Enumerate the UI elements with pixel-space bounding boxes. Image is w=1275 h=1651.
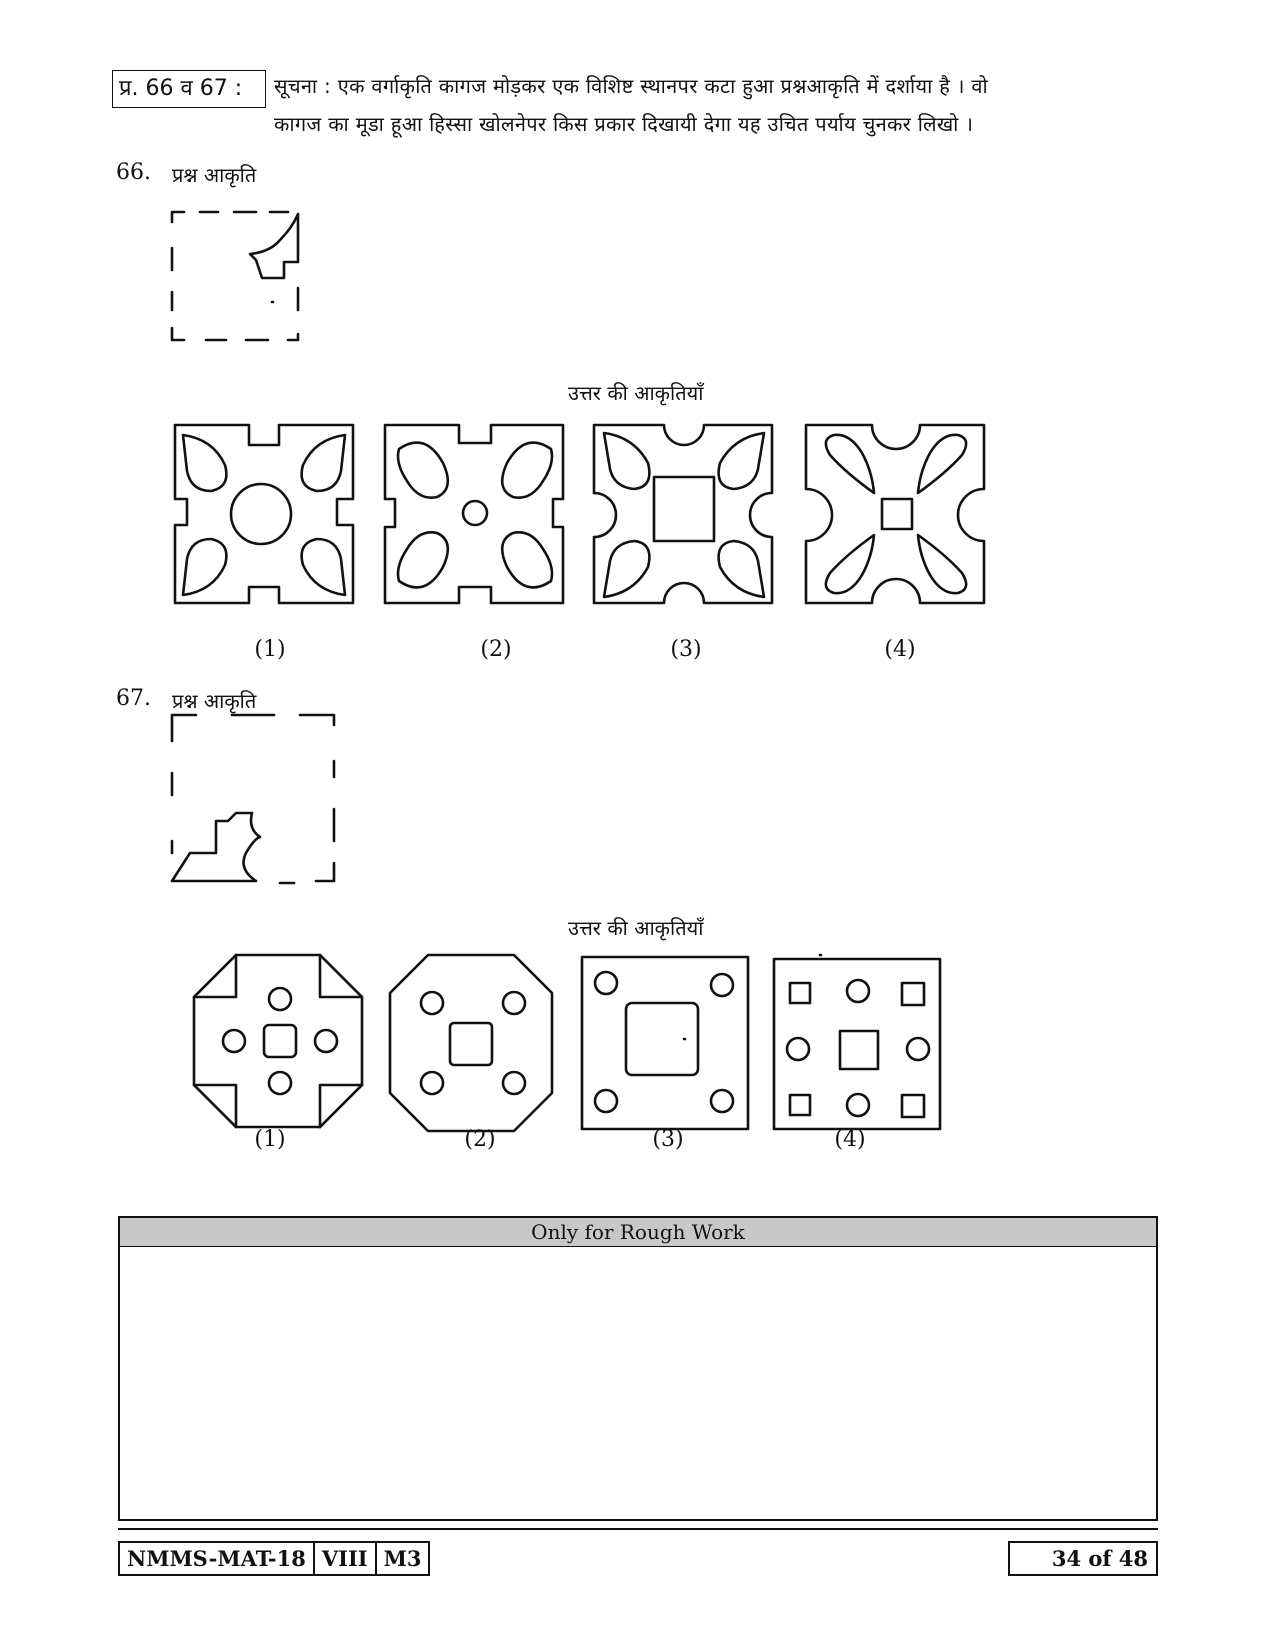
footer-paper-code: NMMS-MAT-18 [120, 1543, 315, 1574]
q67-number: 67. [116, 686, 151, 711]
question-range-box: प्र. 66 व 67 : [112, 70, 266, 108]
q66-question-figure [170, 210, 310, 350]
q66-number: 66. [116, 160, 151, 185]
footer-code-box [118, 1541, 430, 1576]
q67-question-figure [170, 713, 340, 888]
q66-option-2-label: (2) [480, 637, 512, 662]
q66-option-3-label: (3) [670, 637, 702, 662]
q67-option-4-figure[interactable] [772, 953, 947, 1133]
q67-option-4-label: (4) [834, 1127, 866, 1152]
q66-question-label: प्रश्न आकृति [172, 163, 257, 187]
footer-page-number: 34 of 48 [1008, 1541, 1158, 1576]
q67-option-1-label: (1) [254, 1127, 286, 1152]
q67-answers-title: उत्तर की आकृतियाँ [568, 916, 704, 940]
q66-option-2-figure[interactable] [385, 425, 565, 605]
footer-divider [118, 1528, 1158, 1530]
rough-work-box [118, 1216, 1158, 1521]
rough-work-title: Only for Rough Work [120, 1218, 1156, 1247]
q66-option-1-figure[interactable] [175, 425, 355, 605]
q66-option-1-label: (1) [254, 637, 286, 662]
q67-option-2-label: (2) [464, 1127, 496, 1152]
q66-answers-title: उत्तर की आकृतियाँ [568, 381, 704, 405]
footer-class: VIII [315, 1543, 377, 1574]
instruction-line-1: सूचना : एक वर्गाकृति कागज मोड़कर एक विशिष्ट स्थानपर कटा हुआ प्रश्नआकृति में दर्शाया है । वो [274, 74, 988, 98]
instruction-line-2: कागज का मूडा हूआ हिस्सा खोलनेपर किस प्रकार दिखायी देगा यह उचित पर्याय चुनकर लिखो । [274, 112, 974, 136]
q66-option-4-label: (4) [884, 637, 916, 662]
q67-option-2-figure[interactable] [388, 955, 563, 1135]
q67-option-1-figure[interactable] [192, 955, 372, 1135]
footer-set: M3 [383, 1546, 422, 1571]
q67-option-3-label: (3) [652, 1127, 684, 1152]
q67-question-label: प्रश्न आकृति [172, 689, 257, 713]
q66-option-4-figure[interactable] [806, 425, 986, 605]
q66-option-3-figure[interactable] [594, 425, 774, 605]
q67-option-3-figure[interactable] [580, 955, 755, 1135]
